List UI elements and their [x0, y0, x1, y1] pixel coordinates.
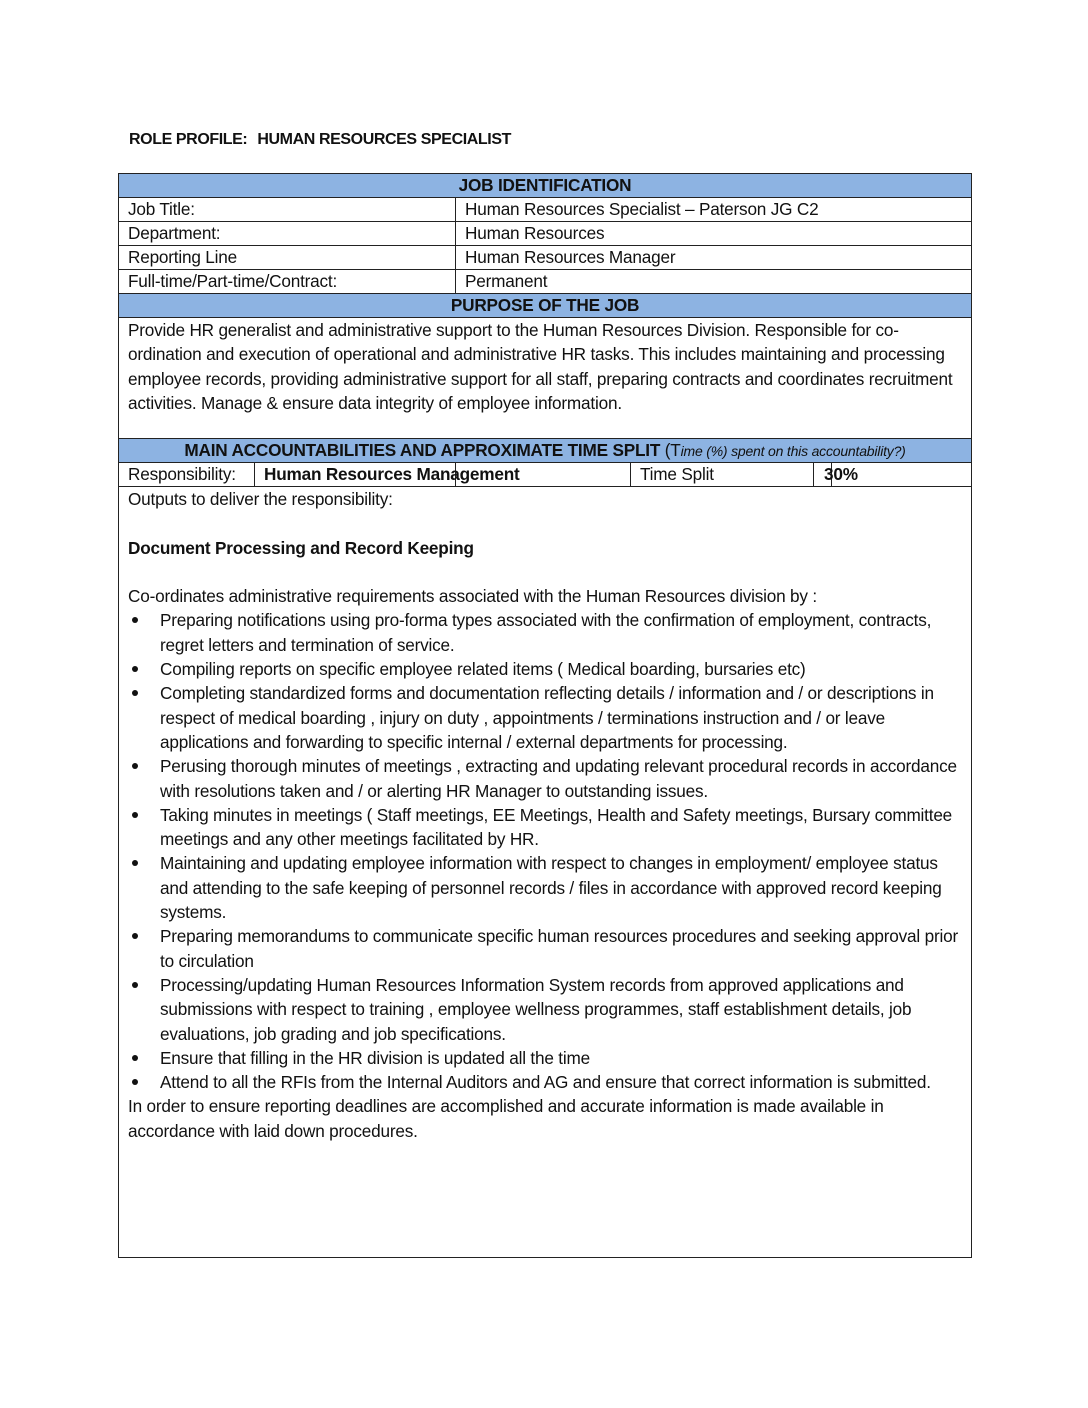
list-item: Completing standardized forms and documentation reflecting details / information and / or descriptions in respect of medical boarding , injury on duty , appointments / terminations instruction and / or leave applications and forwarding to specific internal / external departments for processing.	[128, 681, 962, 754]
section-heading: Document Processing and Record Keeping	[128, 537, 474, 558]
list-item: Taking minutes in meetings ( Staff meetings, EE Meetings, Health and Safety meetings, Bursary committee meetings and any other meetings facilitated by HR.	[128, 803, 962, 852]
outputs-intro: Outputs to deliver the responsibility:	[128, 489, 393, 509]
job-title-label: Job Title:	[119, 198, 456, 222]
page-title	[129, 131, 511, 149]
list-item: Compiling reports on specific employee related items ( Medical boarding, bursaries etc)	[128, 657, 962, 681]
list-item: Perusing thorough minutes of meetings , extracting and updating relevant procedural records in accordance with resolutions taken and / or alerting HR Manager to outstanding issues.	[128, 754, 962, 803]
table-row	[119, 222, 972, 246]
employment-type-label: Full-time/Part-time/Contract:	[119, 270, 456, 294]
table-row	[119, 198, 972, 222]
accountabilities-heading-note	[665, 440, 906, 460]
list-item: Preparing memorandums to communicate specific human resources procedures and seeking approval prior to circulation	[128, 924, 962, 973]
list-item: Maintaining and updating employee information with respect to changes in employment/ employee status and attending to the safe keeping of personnel records / files in accordance with approved record keeping systems.	[128, 851, 962, 924]
list-item: Processing/updating Human Resources Information System records from approved applications and submissions with respect to training , employee wellness programmes, staff establishment details, job evaluations, job grading and job specifications.	[128, 973, 962, 1046]
title-label: ROLE PROFILE:	[129, 131, 248, 148]
employment-type-value: Permanent	[456, 270, 972, 294]
closing-text: In order to ensure reporting deadlines are accomplished and accurate information is made available in accordance with laid down procedures.	[128, 1096, 884, 1141]
responsibility-label: Responsibility:	[119, 463, 255, 487]
outputs-list	[128, 608, 962, 1094]
role-name: HUMAN RESOURCES SPECIALIST	[257, 131, 511, 148]
heading-note-prefix: (T	[664, 440, 681, 460]
outputs-cell	[119, 487, 972, 1258]
job-identification-heading: JOB IDENTIFICATION	[119, 174, 972, 198]
responsibility-value: Human Resources Management	[255, 463, 456, 487]
time-split-label: Time Split	[630, 463, 816, 486]
list-item: Preparing notifications using pro-forma types associated with the confirmation of employment, contracts, regret letters and termination of service.	[128, 608, 962, 657]
accountabilities-heading-title: MAIN ACCOUNTABILITIES AND APPROXIMATE TIME SPLIT	[184, 440, 661, 460]
job-title-value: Human Resources Specialist – Paterson JG C2	[456, 198, 972, 222]
reporting-line-value: Human Resources Manager	[456, 246, 972, 270]
department-value: Human Resources	[456, 222, 972, 246]
list-item: Attend to all the RFIs from the Internal Auditors and AG and ensure that correct information is submitted.	[128, 1070, 962, 1094]
responsibility-row	[119, 463, 972, 487]
role-profile-table	[118, 173, 972, 1258]
table-row	[119, 270, 972, 294]
purpose-heading: PURPOSE OF THE JOB	[119, 294, 972, 318]
time-split-value-cell	[824, 463, 972, 487]
time-split-value: 30%	[813, 463, 962, 486]
accountabilities-heading	[119, 439, 972, 463]
table-row	[119, 246, 972, 270]
department-label: Department:	[119, 222, 456, 246]
purpose-text: Provide HR generalist and administrative support to the Human Resources Division. Responsible for co-ordination and execution of operational and administrative HR tasks. This includes maintaining and processing employee records, providing administrative support for all staff, preparing contracts and coordinates recruitment activities. Manage & ensure data integrity of employee information.	[119, 318, 972, 439]
reporting-line-label: Reporting Line	[119, 246, 456, 270]
lead-in-text: Co-ordinates administrative requirements associated with the Human Resources division by :	[128, 586, 817, 607]
list-item: Ensure that filling in the HR division is updated all the time	[128, 1046, 962, 1070]
heading-note-text: ime (%) spent on this accountability?)	[680, 443, 906, 459]
